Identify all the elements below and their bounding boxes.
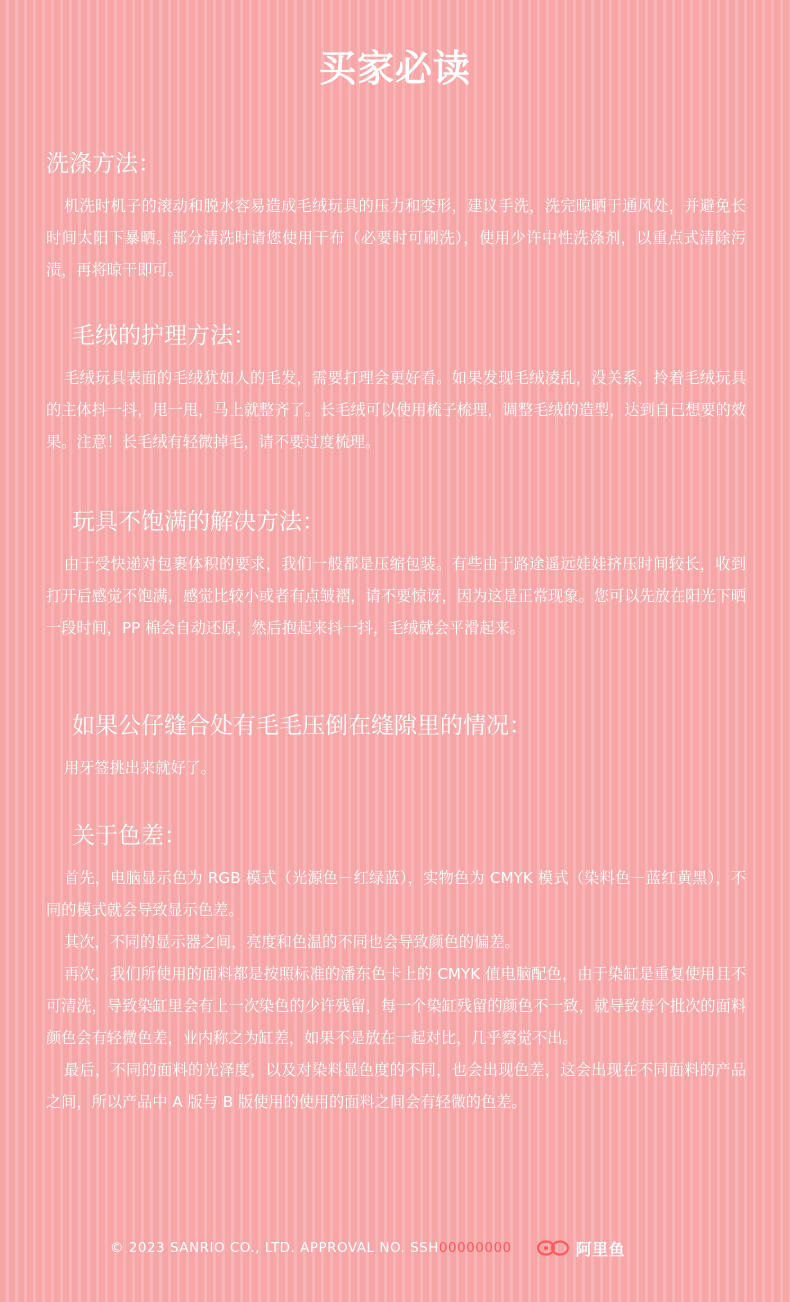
- section-color-difference: [46, 820, 746, 1118]
- approval-number: 00000000: [438, 1240, 512, 1256]
- section-paragraph: 毛绒玩具表面的毛绒犹如人的毛发，需要打理会更好看。如果发现毛绒凌乱，没关系，拎着毛绒玩具的主体抖一抖，甩一甩，马上就整齐了。长毛绒可以使用梳子梳理，调整毛绒的造型，达到自己想要的效果。注意！长毛绒有轻微掉毛，请不要过度梳理。: [46, 369, 746, 451]
- section-plush-care: [46, 320, 746, 458]
- section-paragraph: 机洗时机子的滚动和脱水容易造成毛绒玩具的压力和变形，建议手洗，洗完晾晒于通风处，并避免长时间太阳下暴晒。部分清洗时请您使用干布（必要时可刷洗），使用少许中性洗涤剂，以重点式清除污渍，再将晾干即可。: [46, 197, 746, 279]
- section-paragraph: 最后，不同的面料的光泽度，以及对染料显色度的不同，也会出现色差，这会出现在不同面料的产品之间，所以产品中 A 版与 B 版使用的使用的面料之间会有轻微的色差。: [46, 1061, 746, 1111]
- section-heading: 玩具不饱满的解决方法：: [72, 509, 325, 535]
- brand-name: 阿里鱼: [575, 1239, 626, 1259]
- section-paragraph: 首先，电脑显示色为 RGB 模式（光源色－红绿蓝），实物色为 CMYK 模式（染料色－蓝红黄黑），不同的模式就会导致显示色差。: [46, 869, 746, 919]
- section-paragraph: 由于受快递对包裹体积的要求，我们一般都是压缩包装。有些由于路途遥远娃娃挤压时间较长，收到打开后感觉不饱满，感觉比较小或者有点皱褶，请不要惊讶，因为这是正常现象。您可以先放在阳光下晒一段时间，PP 棉会自动还原，然后抱起来抖一抖，毛绒就会平滑起来。: [46, 555, 746, 637]
- section-heading: 关于色差：: [72, 823, 187, 849]
- page-title: 买家必读: [319, 47, 471, 90]
- section-not-full: [46, 506, 746, 644]
- section-paragraph: 其次，不同的显示器之间，亮度和色温的不同也会导致颜色的偏差。: [64, 933, 520, 951]
- brand: [536, 1237, 626, 1260]
- alifish-logo-icon: [536, 1239, 572, 1257]
- section-washing: [46, 148, 746, 286]
- section-paragraph: 再次，我们所使用的面料都是按照标准的潘东色卡上的 CMYK 值电脑配色，由于染缸是重复使用且不可清洗，导致染缸里会有上一次染色的少许残留，每一个染缸残留的颜色不一致，就导致每个批次的面料颜色会有轻微色差，业内称之为缸差，如果不是放在一起对比，几乎察觉不出。: [46, 965, 746, 1047]
- section-paragraph: 用牙签挑出来就好了。: [64, 759, 216, 777]
- copyright-text: © 2023 SANRIO CO., LTD. APPROVAL NO. SSH: [110, 1240, 439, 1256]
- section-heading: 如果公仔缝合处有毛毛压倒在缝隙里的情况：: [72, 713, 532, 739]
- section-heading: 洗涤方法：: [46, 151, 161, 177]
- footer: [110, 1236, 625, 1260]
- section-seam-fur: [46, 710, 746, 784]
- section-heading: 毛绒的护理方法：: [72, 323, 256, 349]
